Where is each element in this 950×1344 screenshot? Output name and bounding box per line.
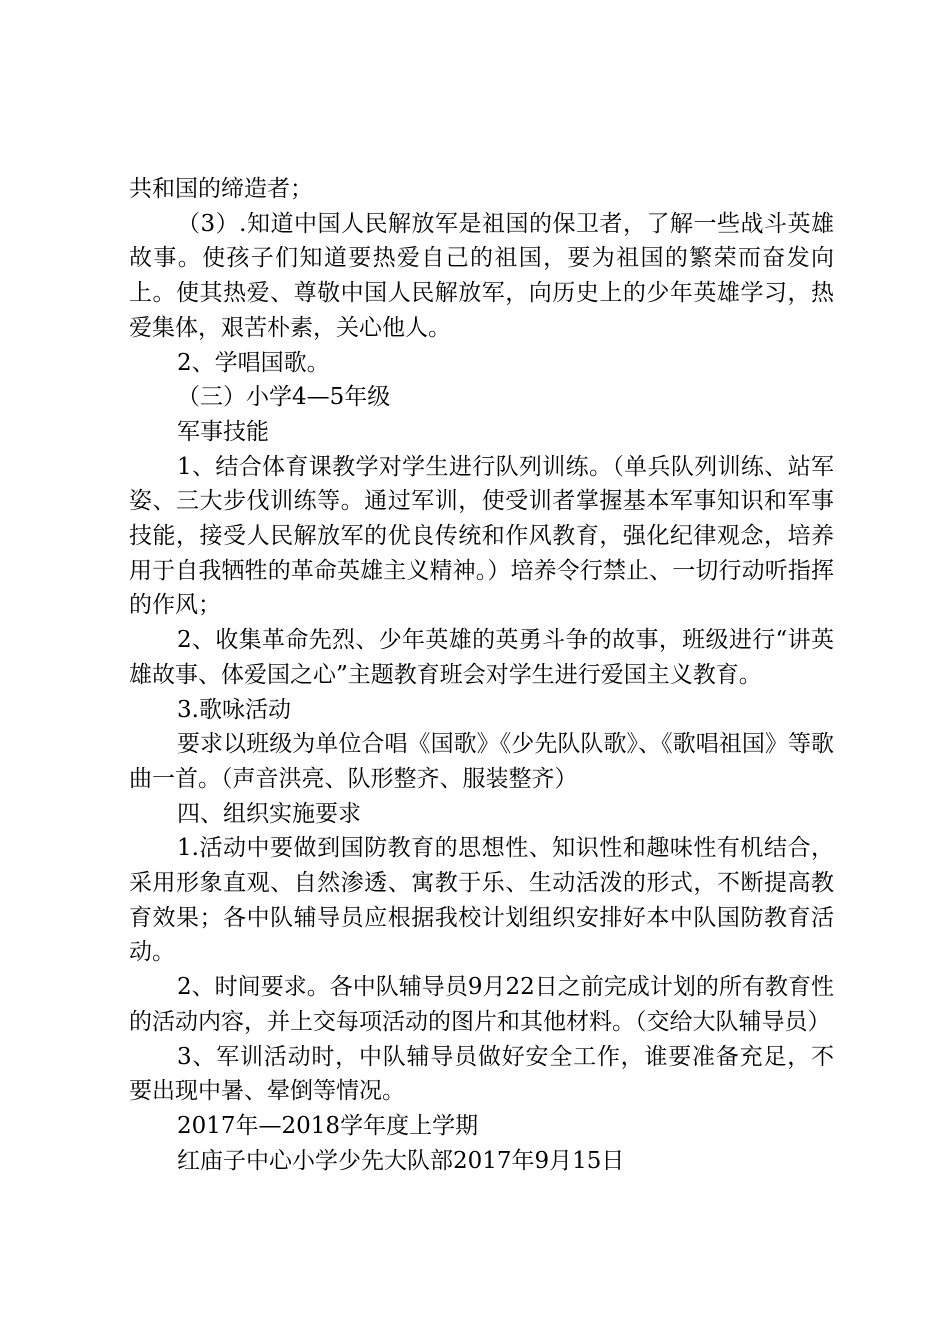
paragraph-14: 2017年—2018学年度上学期 — [177, 1112, 479, 1139]
paragraph-3: 2、学唱国歌。 — [177, 349, 330, 376]
paragraph-11: 1.活动中要做到国防教育的思想性、知识性和趣味性有机结合，采用形象直观、自然渗透、寓教于乐、生动活泼的形式，不断提高教育效果；各中队辅导员应根据我校计划组织安排好本中队国防教育活动。 — [129, 835, 834, 966]
paragraph-5: 军事技能 — [177, 418, 269, 445]
paragraph-6: 1、结合体育课教学对学生进行队列训练。（单兵队列训练、站军姿、三大步伐训练等。通过军训，使受训者掌握基本军事知识和军事技能，接受人民解放军的优良传统和作风教育，强化纪律观念，培养用于自我牺牲的革命英雄主义精神。）培养令行禁止、一切行动听指挥的作风； — [129, 453, 834, 619]
paragraph-2: （3）.知道中国人民解放军是祖国的保卫者，了解一些战斗英雄故事。使孩子们知道要热爱自己的祖国，要为祖国的繁荣而奋发向上。使其热爱、尊敬中国人民解放军，向历史上的少年英雄学习，热爱集体，艰苦朴素，关心他人。 — [129, 210, 834, 341]
paragraph-4: （三）小学4—5年级 — [177, 384, 391, 411]
document-body — [129, 172, 834, 1178]
paragraph-13: 3、军训活动时，中队辅导员做好安全工作，谁要准备充足，不要出现中暑、晕倒等情况。 — [129, 1043, 834, 1105]
paragraph-9: 要求以班级为单位合唱《国歌》《少先队队歌》、《歌唱祖国》等歌曲一首。（声音洪亮、队形整齐、服装整齐） — [129, 731, 834, 792]
paragraph-7: 2、收集革命先烈、少年英雄的英勇斗争的故事，班级进行“讲英雄故事、体爱国之心”主题教育班会对学生进行爱国主义教育。 — [129, 627, 834, 688]
paragraph-12: 2、时间要求。各中队辅导员9月22日之前完成计划的所有教育性的活动内容，并上交每项活动的图片和其他材料。（交给大队辅导员） — [129, 974, 834, 1035]
paragraph-15: 红庙子中心小学少先大队部2017年9月15日 — [177, 1147, 625, 1174]
paragraph-1: 共和国的缔造者； — [129, 176, 313, 202]
paragraph-8: 3.歌咏活动 — [177, 696, 291, 723]
paragraph-10: 四、组织实施要求 — [177, 800, 361, 827]
